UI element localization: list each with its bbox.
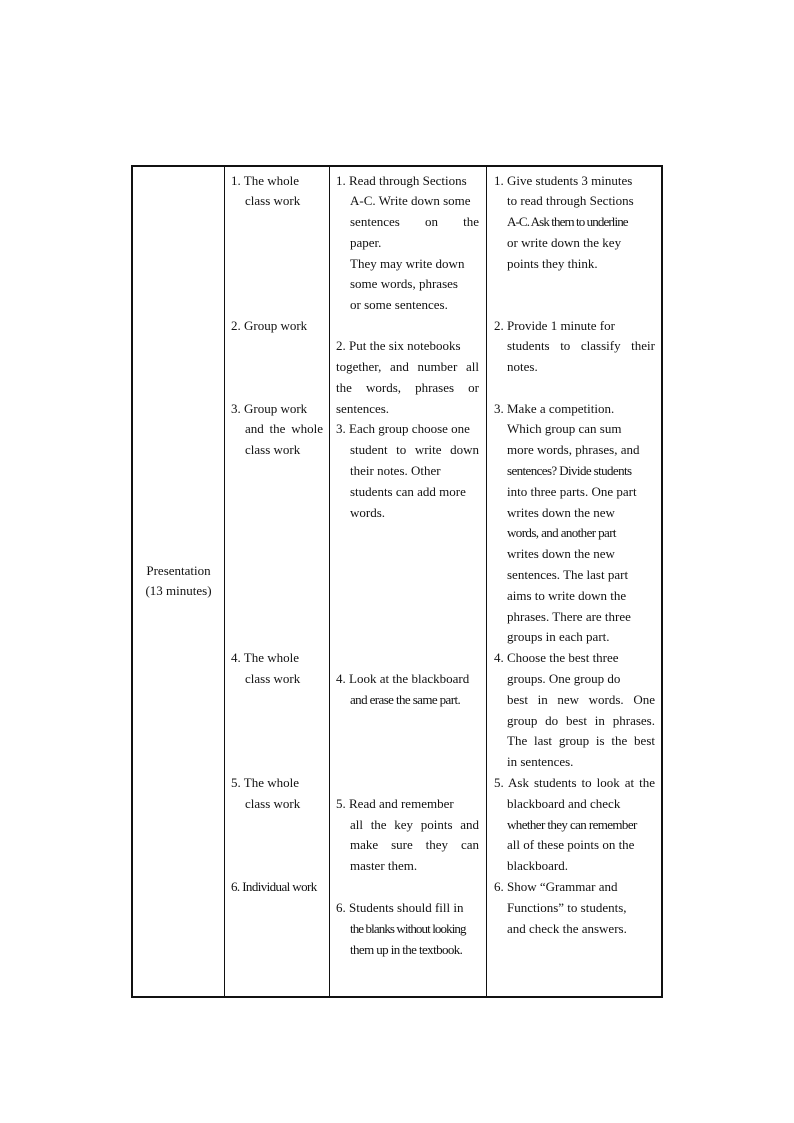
student-activity-3-line: their notes. Other — [350, 463, 441, 478]
student-activity-1-line: 1. Read through Sections — [336, 173, 467, 188]
student-activity-2-line: the words, phrases or — [336, 380, 479, 395]
form-5-line: 5. The whole — [231, 775, 299, 790]
teacher-activity-4-line: groups. One group do — [507, 671, 621, 686]
student-activity-1-line: sentences on the — [350, 214, 479, 229]
form-4-line: class work — [245, 671, 301, 686]
teacher-activity-6-line: 6. Show “Grammar and — [494, 879, 618, 894]
student-activity-4-line: and erase the same part. — [350, 692, 461, 707]
teacher-activity-1-line: or write down the key — [507, 235, 622, 250]
student-activity-4-line: 4. Look at the blackboard — [336, 671, 470, 686]
stage-duration: (13 minutes) — [145, 583, 212, 598]
student-activity-1-line: A-C. Write down some — [350, 193, 471, 208]
student-activity-5-line: all the key points and — [350, 817, 479, 832]
student-activity-3-line: words. — [350, 505, 386, 520]
teacher-activity-3-line: aims to write down the — [507, 588, 627, 603]
teacher-activity-3-line: more words, phrases, and — [507, 442, 640, 457]
form-3-line: 3. Group work — [231, 401, 308, 416]
teacher-activity-3-line: writes down the new — [507, 546, 615, 561]
student-activity-6-line: 6. Students should fill in — [336, 900, 464, 915]
teacher-activity-5-line: whether they can remember — [507, 817, 637, 832]
student-activity-5-line: 5. Read and remember — [336, 796, 454, 811]
form-4-line: 4. The whole — [231, 650, 299, 665]
teacher-activity-1-line: A-C. Ask them to underline — [507, 214, 628, 229]
teacher-activity-1-line: to read through Sections — [507, 193, 634, 208]
student-activity-2-line: together, and number all — [336, 359, 479, 374]
teacher-activity-3-line: into three parts. One part — [507, 484, 637, 499]
teacher-activity-2-line: students to classify their — [507, 338, 655, 353]
teacher-activity-3-line: writes down the new — [507, 505, 615, 520]
form-1-line: 1. The whole — [231, 173, 299, 188]
column-divider — [329, 167, 330, 996]
teacher-activity-1-line: 1. Give students 3 minutes — [494, 173, 633, 188]
teacher-activity-4-line: best in new words. One — [507, 692, 655, 707]
stage-name: Presentation — [146, 563, 211, 578]
teacher-activity-4-line: in sentences. — [507, 754, 574, 769]
form-6-line: 6. Individual work — [231, 879, 317, 894]
column-divider — [224, 167, 225, 996]
form-3-line: and the whole — [245, 421, 323, 436]
student-activity-3-line: students can add more — [350, 484, 466, 499]
teacher-activity-3-line: sentences. The last part — [507, 567, 629, 582]
student-activity-6-line: them up in the textbook. — [350, 942, 463, 957]
teacher-activity-2-line: notes. — [507, 359, 538, 374]
teacher-activity-3-line: 3. Make a competition. — [494, 401, 615, 416]
form-1-line: class work — [245, 193, 301, 208]
teacher-activity-4-line: 4. Choose the best three — [494, 650, 619, 665]
teacher-activity-5-line: blackboard and check — [507, 796, 621, 811]
form-3-line: class work — [245, 442, 301, 457]
student-activity-1-line: some words, phrases — [350, 276, 458, 291]
teacher-activity-4-line: group do best in phrases. — [507, 713, 655, 728]
teacher-activity-3-line: phrases. There are three — [507, 609, 631, 624]
student-activity-1-line: or some sentences. — [350, 297, 448, 312]
teacher-activity-4-line: The last group is the best — [507, 733, 655, 748]
lesson-plan-table — [131, 165, 663, 998]
teacher-activity-2-line: 2. Provide 1 minute for — [494, 318, 615, 333]
teacher-activity-5-line: blackboard. — [507, 858, 569, 873]
column-divider — [486, 167, 487, 996]
student-activity-2-line: 2. Put the six notebooks — [336, 338, 461, 353]
student-activity-6-line: the blanks without looking — [350, 921, 466, 936]
teacher-activity-1-line: points they think. — [507, 256, 598, 271]
student-activity-1-line: paper. — [350, 235, 382, 250]
teacher-activity-6-line: and check the answers. — [507, 921, 627, 936]
teacher-activity-6-line: Functions” to students, — [507, 900, 627, 915]
student-activity-1-line: They may write down — [350, 256, 465, 271]
student-activity-5-line: master them. — [350, 858, 418, 873]
student-activity-5-line: make sure they can — [350, 837, 479, 852]
teacher-activity-3-line: groups in each part. — [507, 629, 610, 644]
student-activity-3-line: student to write down — [350, 442, 479, 457]
form-2-line: 2. Group work — [231, 318, 308, 333]
teacher-activity-3-line: sentences? Divide students — [507, 463, 632, 478]
teacher-activity-5-line: 5. Ask students to look at the — [494, 775, 655, 790]
stage-label — [133, 561, 224, 601]
teacher-activity-3-line: Which group can sum — [507, 421, 622, 436]
student-activity-2-line: sentences. — [336, 401, 390, 416]
form-5-line: class work — [245, 796, 301, 811]
student-activity-3-line: 3. Each group choose one — [336, 421, 470, 436]
teacher-activity-3-line: words, and another part — [507, 525, 616, 540]
teacher-activity-5-line: all of these points on the — [507, 837, 635, 852]
